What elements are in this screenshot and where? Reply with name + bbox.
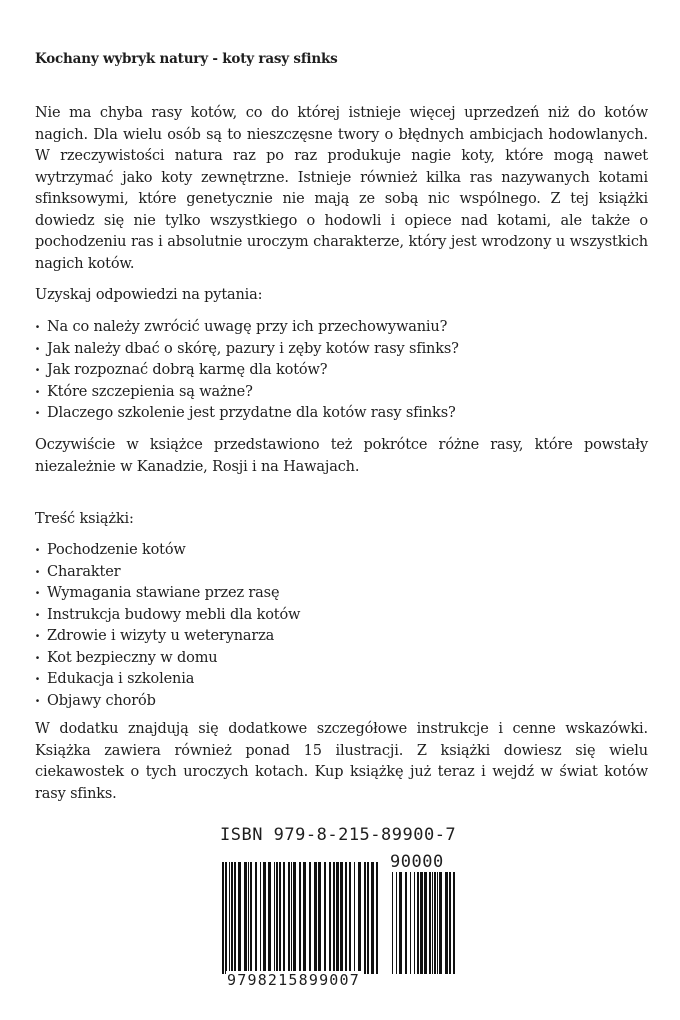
barcode-bar [318, 862, 321, 974]
barcode-bar [392, 872, 393, 974]
barcode-digits: 9798215899007 [227, 971, 360, 989]
list-item: · Jak należy dbać o skórę, pazury i zęby kotów rasy sfinks? [35, 339, 459, 361]
barcode [220, 825, 460, 989]
contents-lead: Treść książki: [35, 511, 134, 527]
barcode-bar [414, 872, 415, 974]
isbn-label: ISBN 979-8-215-89900-7 [220, 825, 457, 845]
barcode-bar [405, 872, 407, 974]
barcode-bar [324, 862, 326, 974]
list-item: · Kot bezpieczny w domu [35, 648, 300, 670]
barcode-bar [333, 862, 335, 974]
list-item: · Edukacja i szkolenia [35, 669, 300, 691]
list-item: · Zdrowie i wizyty u weterynarza [35, 626, 300, 648]
barcode-bar [222, 862, 224, 974]
barcode-bar [364, 862, 366, 974]
barcode-bar [354, 862, 355, 974]
price-code: 90000 [390, 852, 444, 872]
barcode-bar [349, 862, 351, 974]
breeds-paragraph: Oczywiście w książce przedstawiono też pokrótce różne rasy, które powstały niezależnie w Kanadzie, Rosji i na Hawajach. [35, 437, 648, 475]
barcode-bar [417, 872, 419, 974]
barcode-bar [299, 862, 301, 974]
barcode-bar [293, 862, 296, 974]
list-item: · Wymagania stawiane przez rasę [35, 583, 300, 605]
list-item: · Charakter [35, 562, 300, 584]
barcode-bar [279, 862, 281, 974]
barcode-bar [248, 862, 249, 974]
barcode-bar [303, 862, 306, 974]
barcode-bar [424, 872, 427, 974]
book-title: Kochany wybryk natury - koty rasy sfinks [35, 51, 338, 67]
barcode-bar [309, 862, 311, 974]
barcode-bar [371, 862, 374, 974]
barcode-bar [231, 862, 233, 974]
barcode-bar [329, 862, 331, 974]
list-item: · Instrukcja budowy mebli dla kotów [35, 605, 300, 627]
questions-list [35, 317, 459, 425]
barcode-bar [291, 862, 292, 974]
questions-lead: Uzyskaj odpowiedzi na pytania: [35, 287, 263, 303]
barcode-bars [220, 862, 380, 974]
barcode-bar [434, 872, 436, 974]
barcode-bar [314, 862, 317, 974]
barcode-bar [336, 862, 339, 974]
intro-paragraph: Nie ma chyba rasy kotów, co do której istnieje więcej uprzedzeń niż do kotów nagich. Dla wielu osób są to nieszczęsne twory o błędnych ambicjach hodowlanych. W rzeczywistości natura raz po raz produkuje nagie koty, które mogą nawet wytrzymać jako koty zewnętrzne. Istnieje również kilka ras nazywanych kotami sfinksowymi, które genetycznie nie mają ze sobą nic wspólnego. Z tej książki dowiedz się nie tylko wszystkiego o hodowli i opiece nad kotami, ale także o pochodzeniu ras i absolutnie uroczym charakterze, który jest wrodzony u wszystkich nagich kotów. [35, 105, 648, 272]
barcode-bar [276, 862, 278, 974]
contents-list [35, 540, 300, 712]
barcode-bar [288, 862, 290, 974]
barcode-bar [358, 862, 361, 974]
barcode-bar [449, 872, 451, 974]
list-item: · Dlaczego szkolenie jest przydatne dla kotów rasy sfinks? [35, 403, 459, 425]
barcode-bar [255, 862, 257, 974]
barcode-bar [367, 862, 369, 974]
barcode-bar [260, 862, 261, 974]
list-item: · Które szczepienia są ważne? [35, 382, 459, 404]
barcode-bar [244, 862, 247, 974]
barcode-bar [376, 862, 378, 974]
list-item: · Objawy chorób [35, 691, 300, 713]
barcode-bar [250, 862, 252, 974]
barcode-bar [340, 862, 343, 974]
list-item: · Jak rozpoznać dobrą karmę dla kotów? [35, 360, 459, 382]
barcode-bar [238, 862, 241, 974]
barcode-bar [437, 872, 438, 974]
barcode-bar [234, 862, 236, 974]
barcode-bar [345, 862, 347, 974]
barcode-bar [399, 872, 402, 974]
barcode-bar [396, 872, 397, 974]
barcode-bar [410, 872, 411, 974]
barcode-bar [229, 862, 230, 974]
addon-barcode-bars [390, 872, 460, 974]
barcode-bar [225, 862, 227, 974]
barcode-bar [429, 872, 431, 974]
barcode-bar [263, 862, 266, 974]
barcode-bar [420, 872, 423, 974]
closing-paragraph: W dodatku znajdują się dodatkowe szczegółowe instrukcje i cenne wskazówki. Książka zawiera również ponad 15 ilustracji. Z książki dowiesz się wielu ciekawostek o tych uroczych kotach. Kup książkę już teraz i wejdź w świat kotów rasy sfinks. [35, 721, 648, 802]
barcode-bar [283, 862, 285, 974]
barcode-bar [439, 872, 442, 974]
barcode-bar [453, 872, 455, 974]
barcode-bar [432, 872, 433, 974]
list-item: · Pochodzenie kotów [35, 540, 300, 562]
barcode-bar [274, 862, 275, 974]
barcode-bar [445, 872, 448, 974]
barcode-bar [268, 862, 271, 974]
list-item: · Na co należy zwrócić uwagę przy ich przechowywaniu? [35, 317, 459, 339]
